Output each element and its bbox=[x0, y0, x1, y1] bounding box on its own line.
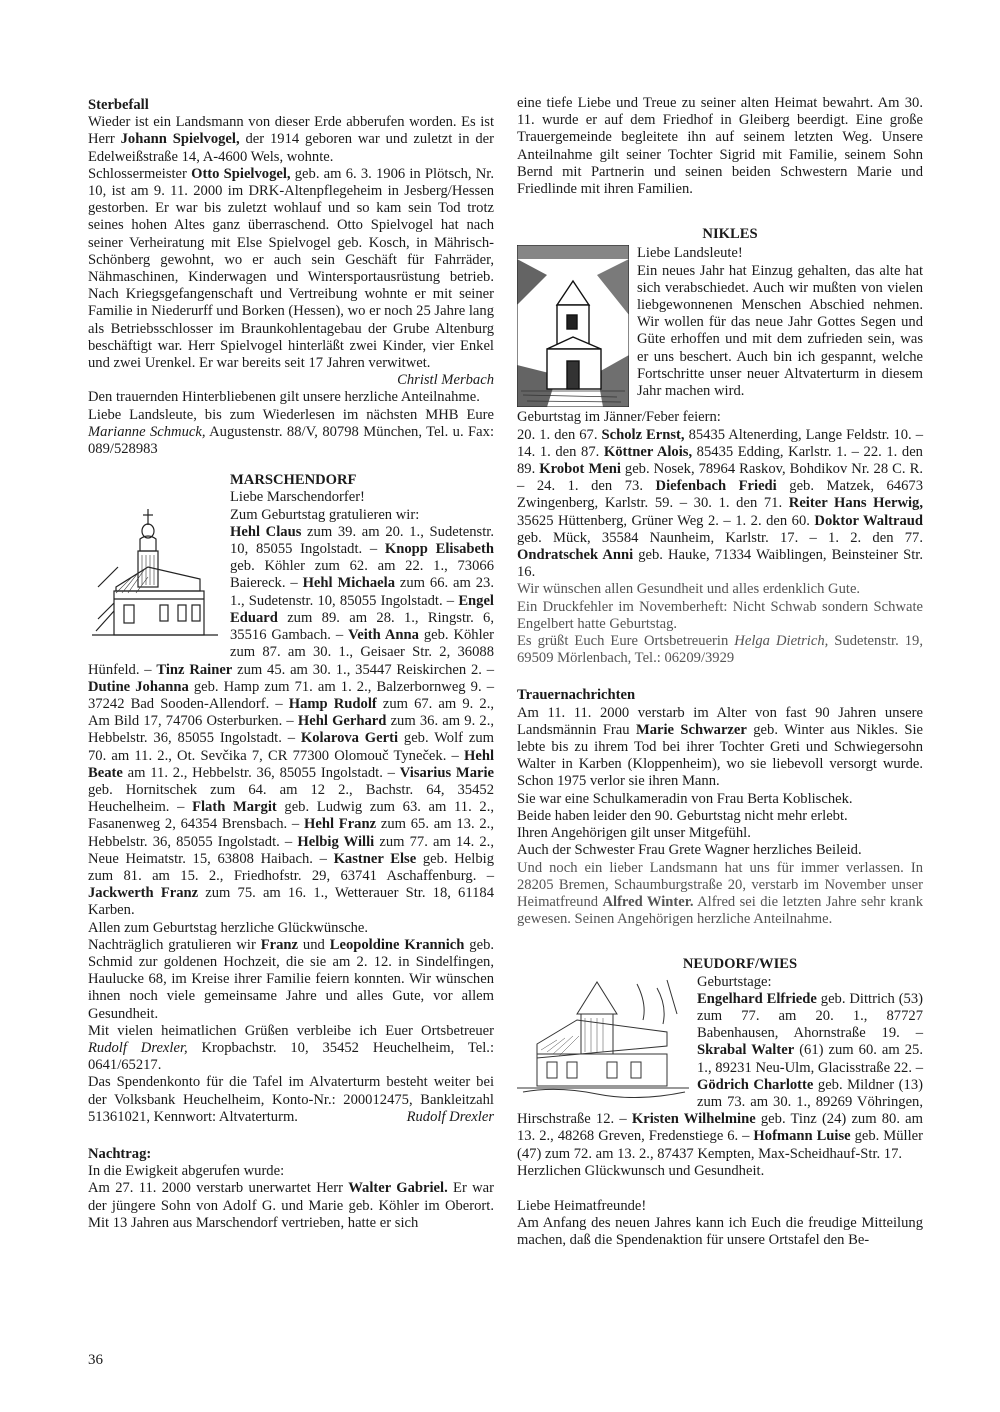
neudorf-title: NEUDORF/WIES bbox=[682, 956, 798, 973]
neudorf-wishes: Herzlichen Glückwunsch und Gesundheit. bbox=[517, 1162, 765, 1179]
sterbefall-paragraph-4: Liebe Landsleute, bis zum Wiederlesen im nächsten MHB Eure Marianne Schmuck, Augustenstr. 88/V, 80798 München, Tel. u. Fax: 089/528983 bbox=[88, 406, 494, 458]
neudorf-church-illustration bbox=[517, 974, 689, 1098]
trauer-heading: Trauernachrichten bbox=[517, 687, 636, 704]
nikles-chapel-illustration bbox=[517, 245, 629, 407]
marschendorf-title: MARSCHENDORF bbox=[230, 472, 357, 489]
nachtrag-text: Am 27. 11. 2000 verstarb unerwartet Herr Walter Gabriel. Er war der jüngere Sohn von Adolf G. und Marie geb. Köhler im Oberort. Mit 13 Jahren aus Marschendorf vertrieben, hatte er sich bbox=[88, 1180, 494, 1231]
signature: Christl Merbach bbox=[397, 372, 494, 389]
nikles-erratum: Ein Druckfehler im Novemberheft: Nicht Schwab sondern Schwate Engelbert hatte Geburtstag. bbox=[517, 598, 923, 632]
trauer-text-2: Sie war eine Schulkameradin von Frau Berta Koblischek. bbox=[517, 790, 853, 807]
page-number: 36 bbox=[88, 1352, 103, 1368]
trauer-text-5: Auch der Schwester Frau Grete Wagner herzliches Beileid. bbox=[517, 842, 862, 859]
marschendorf-greeting: Liebe Marschendorfer! bbox=[230, 489, 365, 506]
marschendorf-wishes: Allen zum Geburtstag herzliche Glückwünsche. bbox=[88, 919, 369, 936]
nikles-title: NIKLES bbox=[702, 226, 758, 243]
sterbefall-paragraph-3: Den trauernden Hinterbliebenen gilt unsere herzliche Anteilnahme. bbox=[88, 389, 480, 406]
left-column bbox=[88, 95, 494, 1232]
neudorf-birthday-list: Engelhard Elfriede geb. Dittrich (53) zum 77. am 20. 1., 87727 Babenhausen, Ahornstraße 19. – Skrabal Walter (61) zum 60. am 25. 1., 89231 Neu-Ulm, Glacisstraße 22. – Gödrich Charlotte geb. Mildner (13) zum 73. am 30. 1., 89269 Vöhringen, Hirschstraße 12. – Kristen Wilhelmine geb. Tinz (24) zum 80. am 13. 2., 48268 Greven, Fredenstiege 6. – Hofmann Luise geb. Müller (47) zum 72. am 13. 2., 87437 Kempten, Max-Scheidhauf-Str. 17. bbox=[517, 990, 924, 1162]
marschendorf-intro: Zum Geburtstag gratulieren wir: bbox=[230, 506, 420, 523]
marschendorf-regards: Mit vielen heimatlichen Grüßen verbleibe ich Euer Ortsbetreuer Rudolf Drexler, Kropbachstr. 10, 35452 Heuchelheim, Tel.: 0641/65217. bbox=[88, 1022, 494, 1074]
nikles-greeting: Liebe Landsleute! bbox=[637, 245, 743, 262]
nikles-wishes: Wir wünschen allen Gesundheit und alles erdenklich Gute. bbox=[517, 581, 861, 598]
nikles-text: Ein neues Jahr hat Einzug gehalten, das alte hat sich verabschiedet. Auch wir mußten von vielen liebgewonnenen Menschen Abschied nehmen. Wir wollen für das neue Jahr Gottes Segen und Güte erhoffen und mit dem zufrieden sein, was er uns beschert. Auch bin ich gespannt, welche Fortschritte unser neuer Altvaterturm in diesem Jahr machen wird. bbox=[637, 262, 923, 400]
nikles-birthday-list: 20. 1. den 67. Scholz Ernst, 85435 Altenerding, Lange Feldstr. 10. – 14. 1. den 87. Köttner Alois, 85435 Edding, Karlstr. 1. – 22. 1. den 89. Krobot Meni geb. Nosek, 78964 Raskov, Bohdikov Nr. 28 C. R. – 24. 1. den 73. Diefenbach Friedi geb. Matzek, 64673 Zwingenberg, Karlstr. 59. – 30. 1. den 71. Reiter Hans Herwig, 35625 Hüttenberg, Grüner Weg 2. – 1. 2. den 60. Doktor Waltraud geb. Mück, 35584 Naunheim, Karlstr. 17. – 1. 2. den 77. Ondratschek Anni geb. Hauke, 71334 Waiblingen, Beinsteiner Str. 16. bbox=[517, 426, 923, 581]
trauer-text-6: Und noch ein lieber Landsmann hat uns für immer verlassen. In 28205 Bremen, Schaumburgstraße 20, verstarb im November unser Heimatfreund Alfred Winter. Alfred sei die letzten Jahre sehr krank gewesen. Seinen Angehörigen herzliche Anteilnahme. bbox=[517, 859, 923, 928]
sterbefall-paragraph-1: Wieder ist ein Landsmann von dieser Erde abberufen worden. Es ist Herr Johann Spielvogel, der 1914 geboren war und zuletzt in der Edelweißstraße 14, A-4600 Wels, wohnte. bbox=[88, 114, 494, 165]
nikles-birthday-intro: Geburtstag im Jänner/Feber feiern: bbox=[517, 409, 721, 426]
neudorf-text: Am Anfang des neuen Jahres kann ich Euch die freudige Mitteilung machen, daß die Spendenaktion für unsere Ortstafel den Be- bbox=[517, 1215, 923, 1249]
section-marschendorf bbox=[88, 472, 494, 1126]
sterbefall-heading: Sterbefall bbox=[88, 97, 149, 113]
trauer-text-4: Ihren Angehörigen gilt unser Mitgefühl. bbox=[517, 825, 751, 842]
signature: Rudolf Drexler bbox=[406, 1108, 494, 1125]
marschendorf-account: Das Spendenkonto für die Tafel im Alvaterturm besteht weiter bei der Volksbank Heuchelheim, Konto-Nr.: 200012475, Bankleitzahl 51361021, Kennwort: Altvaterturm. Rudolf Drexler bbox=[88, 1074, 494, 1125]
sterbefall-paragraph-2: Schlossermeister Otto Spielvogel, geb. am 6. 3. 1906 in Plötsch, Nr. 10, ist am 9. 11. 2000 im DRK-Altenpflegeheim in Jesberg/Hessen gestorben. Er war bis zuletzt wohlauf und so kam sein Tod trotz seines hohen Altes ganz überraschend. Otto Spielvogel hat nach seiner Verheiratung mit Else Spielvogel geb. Kosch, in Mährisch-Schönberg gewohnt, wo er auch sein Geschäft für Fahrräder, Nähmaschinen, Kinderwagen und Wintersportausrüstung betrieb. Nach Kriegsgefangenschaft und Vertreibung wohnte er mit seiner Familie in Niederurff und Borken (Hessen), wo er noch 25 Jahre lang als Betriebsschlosser im Braunkohlentagebau der Grube Altenburg beschäftigt war. Herr Spielvogel hinterläßt zwei Kinder, vier Enkel und zwei Urenkel. Er war bereits seit 17 Jahren verwitwet. Christl Merbach bbox=[88, 165, 494, 389]
trauer-text-1: Am 11. 11. 2000 verstarb im Alter von fast 90 Jahren unsere Landsmännin Frau Marie Schwarzer geb. Winter aus Nikles. Sie lebte bis zu ihrem Tod bei ihrer Tochter Greti und Schwiegersohn Walter in Karben (Kloppenheim), wo sie liebevoll versorgt wurde. Schon 1975 verlor sie ihren Mann. bbox=[517, 704, 924, 790]
trauer-text-3: Beide haben leider den 90. Geburtstag nicht mehr erlebt. bbox=[517, 807, 848, 824]
continued-text: eine tiefe Liebe und Treue zu seiner alten Heimat bewahrt. Am 30. 11. wurde er auf dem Friedhof in Gleiberg beerdigt. Eine große Trauergemeinde begleitete ihn auf seinem letzten Weg. Unsere Anteilnahme gilt seiner Tochter Sigrid mit Familie, seinem Sohn Bernd mit Partnerin und seinen beiden Schwestern Marie und Friedlinde mit ihren Familien. bbox=[517, 95, 923, 198]
nikles-regards: Es grüßt Euch Eure Ortsbetreuerin Helga Dietrich, Sudetenstr. 19, 69509 Mörlenbach, Tel.: 06209/3929 bbox=[517, 633, 923, 667]
church-illustration bbox=[88, 507, 222, 647]
nachtrag-heading: Nachtrag: bbox=[88, 1145, 152, 1162]
marschendorf-birthday-list: Hehl Claus zum 39. am 20. 1., Sudetenstr. 10, 85055 Ingolstadt. – Knopp Elisabeth geb. Köhler zum 62. am 22. 1., 73066 Baiereck. – Hehl Michaela zum 66. am 23. 1., Sudetenstr. 10, 85055 Ingolstadt. – Engel Eduard zum 89. am 28. 1., Ringstr. 6, 35516 Gambach. – Veith Anna geb. Köhler zum 87. am 30. 1., Geisaer Str. 2, 36088 Hünfeld. – Tinz Rainer zum 45. am 30. 1., 35447 Reiskirchen 2. – Dutine Johanna geb. Hamp zum 71. am 1. 2., Balzerbornweg 9. – 37242 Bad Sooden-Allendorf. – Hamp Rudolf zum 67. am 9. 2., Am Bild 17, 74706 Osterburken. – Hehl Gerhard zum 36. am 9. 2., Hebbelstr. 36, 85055 Ingolstadt. – Kolarova Gerti geb. Wolf zum 70. am 11. 2., Ot. Sevčika 7, CR 77300 Olomouč Tyneček. – Hehl Beate am 11. 2., Hebbelstr. 36, 85055 Ingolstadt. – Visarius Marie geb. Hornitschek zum 64. am 12 2., Bachstr. 64, 35452 Heuchelheim. – Flath Margit geb. Ludwig zum 63. am 11. 2., Fasanenweg 2, 64354 Brensbach. – Hehl Franz zum 65. am 13. 2., Hebbelstr. 36, 85055 Ingolstadt. – Helbig Willi zum 77. am 14. 2., Neue Heimatstr. 15, 63808 Haibach. – Kastner Else geb. Helbig zum 81. am 15. 2., Friedhofstr. 29, 63741 Aschaffenburg. – Jackwerth Franz zum 75. am 16. 1., Wetterauer Str. 18, 61184 Karben. bbox=[88, 523, 494, 919]
neudorf-intro: Geburtstage: bbox=[697, 973, 772, 990]
marschendorf-anniversary: Nachträglich gratulieren wir Franz und Leopoldine Krannich geb. Schmid zur goldenen Hochzeit, die sie am 2. 12. in Sindelfingen, Haulucke 68, im Kreise ihrer Familie feiern konnten. Wir wünschen ihnen noch viele gemeinsame Jahre und alles Gute, vor allem Gesundheit. bbox=[88, 936, 495, 1022]
neudorf-greeting: Liebe Heimatfreunde! bbox=[517, 1197, 647, 1214]
nachtrag-intro: In die Ewigkeit abgerufen wurde: bbox=[88, 1163, 285, 1180]
right-column bbox=[517, 95, 923, 1250]
